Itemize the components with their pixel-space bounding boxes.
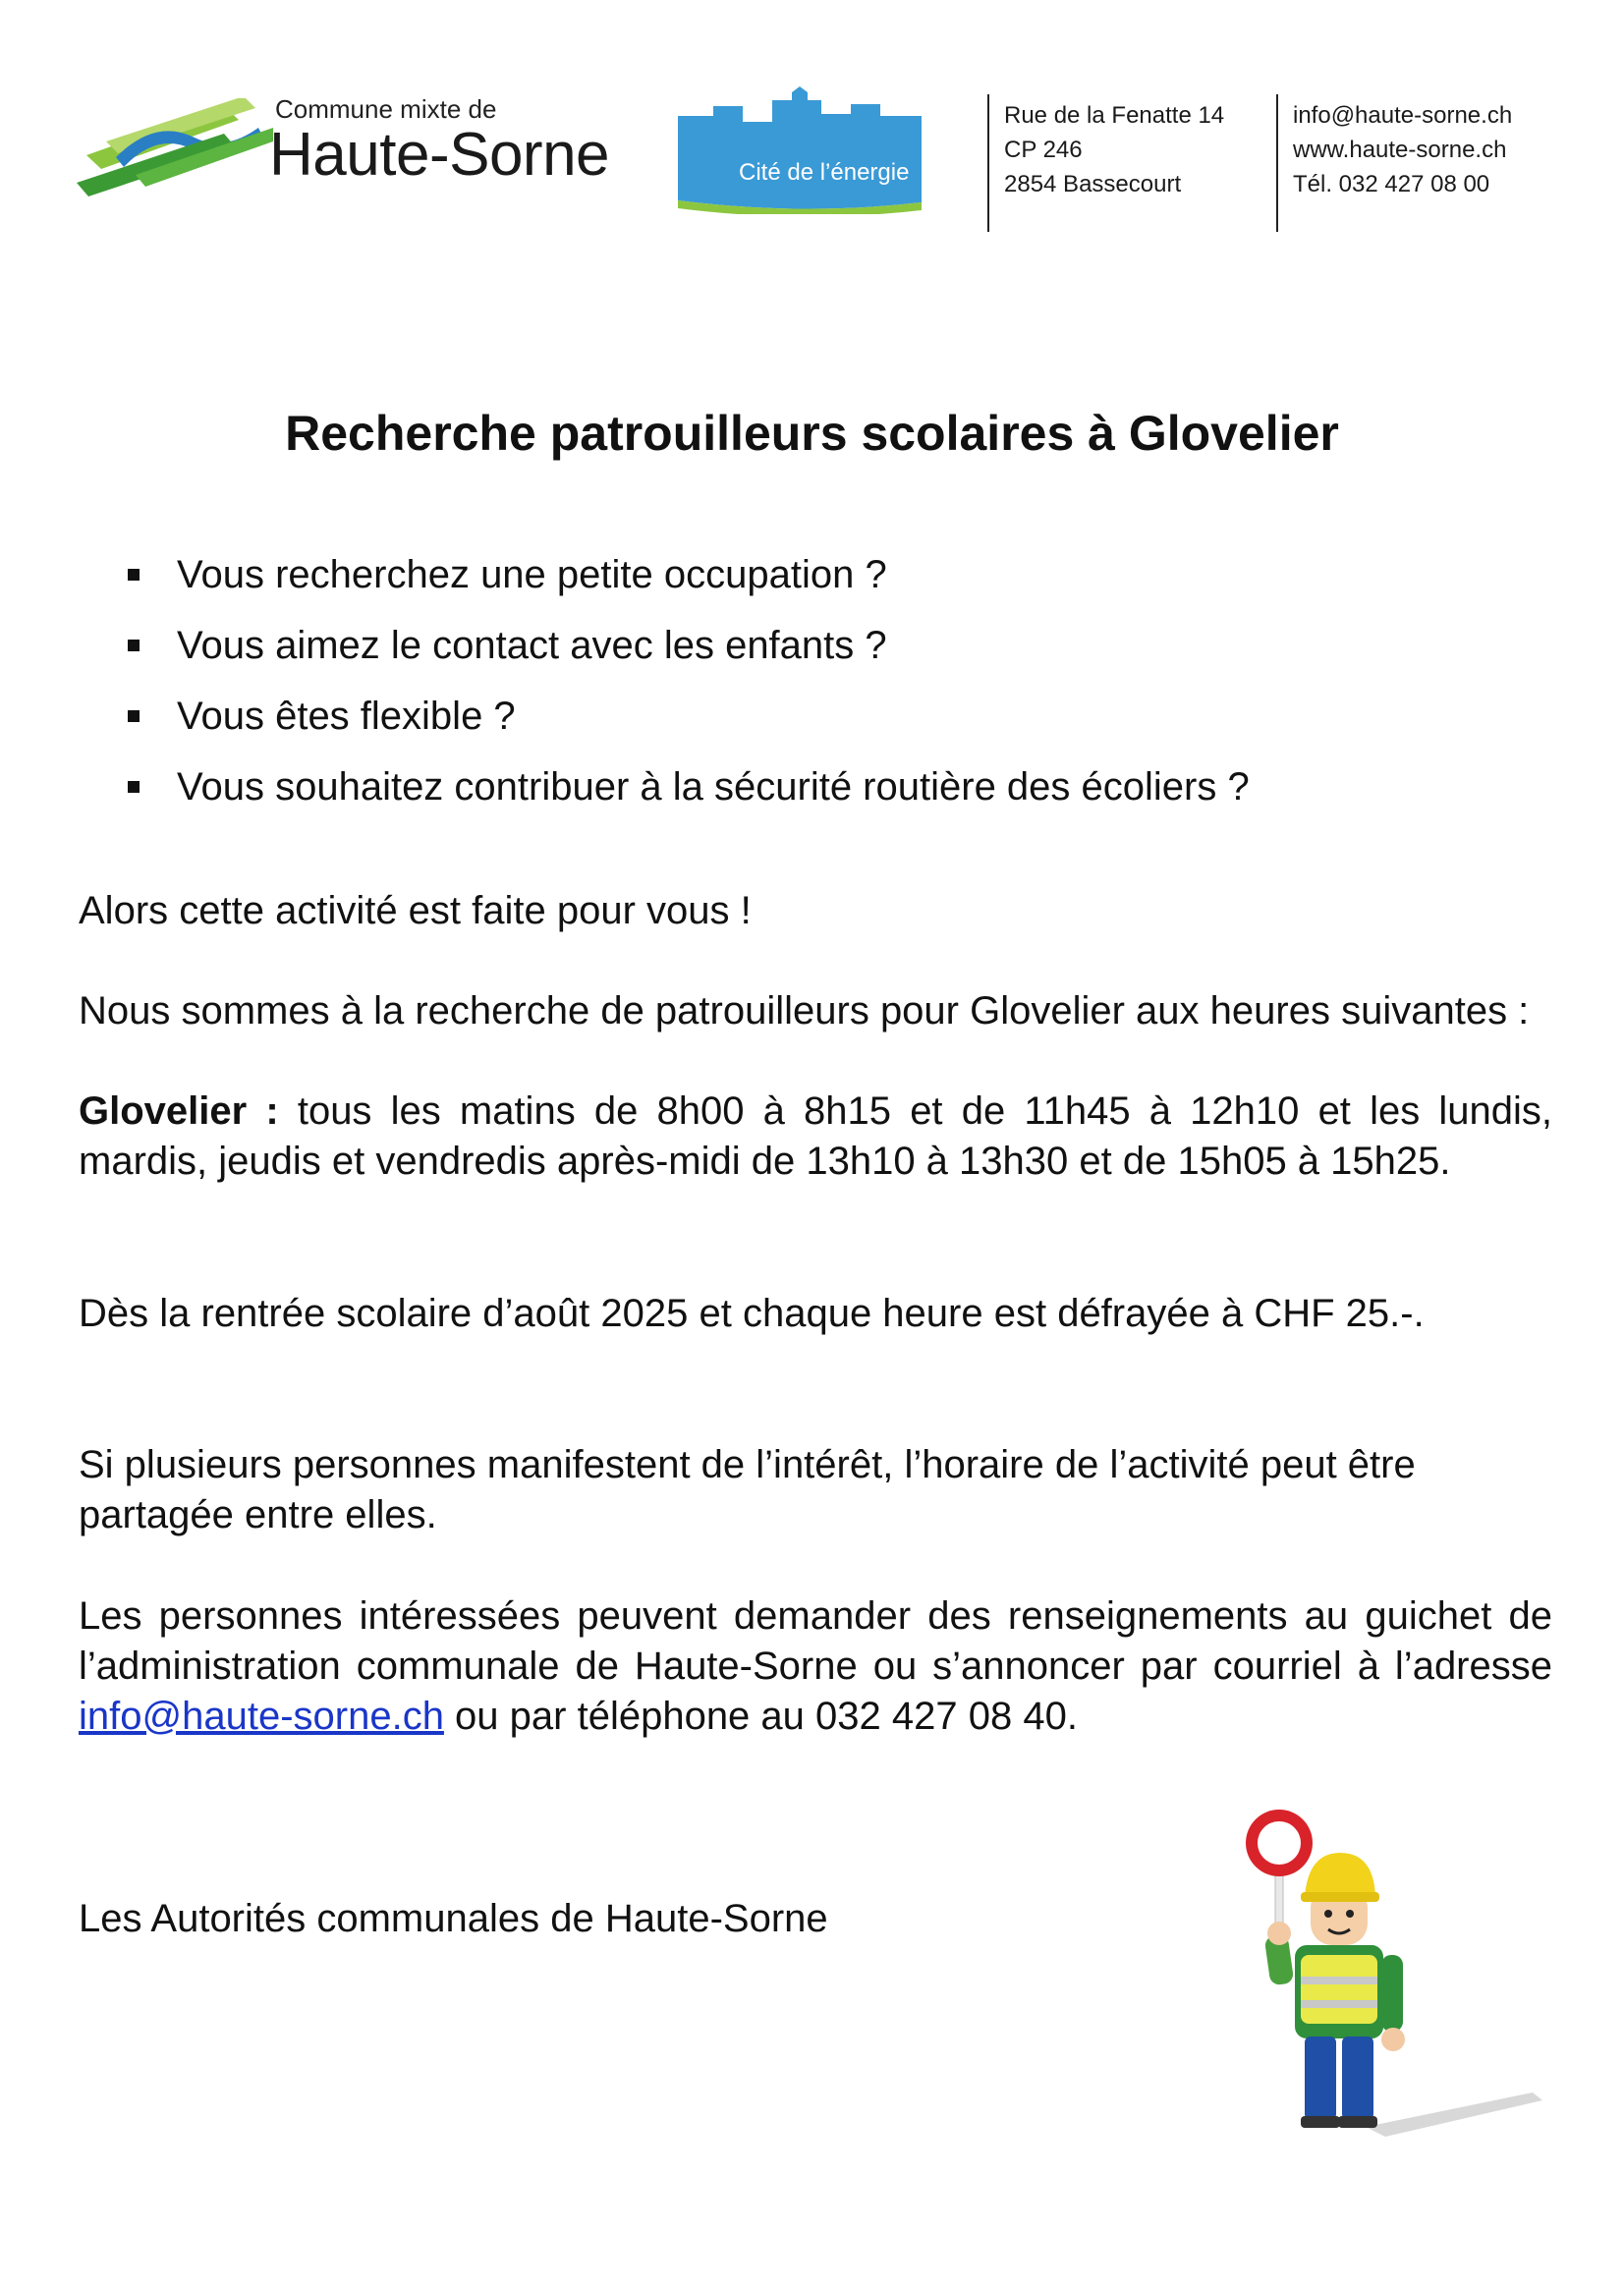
school-patrol-figure-icon bbox=[1218, 1798, 1552, 2151]
schedule-intro-paragraph: Nous sommes à la recherche de patrouilleurs pour Glovelier aux heures suivantes : bbox=[79, 989, 1530, 1032]
contact-website: www.haute-sorne.ch bbox=[1293, 137, 1507, 163]
letterhead bbox=[0, 0, 1624, 255]
contact-paragraph: Les personnes intéressées peuvent demander des renseignements au guichet de l’administration communale de Haute-Sorne ou s’annoncer par courriel à l’adresse info@haute-sorne.ch ou par téléphone au 032 427 08 40. bbox=[79, 1594, 1552, 1738]
compensation-paragraph: Dès la rentrée scolaire d’août 2025 et chaque heure est défrayée à CHF 25.-. bbox=[79, 1292, 1425, 1335]
logo-subtitle: Commune mixte de bbox=[275, 94, 497, 124]
haute-sorne-logo bbox=[77, 90, 627, 198]
list-item: Vous êtes flexible ? bbox=[128, 692, 1250, 762]
address-street: Rue de la Fenatte 14 bbox=[1004, 102, 1225, 129]
contact-phone: Tél. 032 427 08 00 bbox=[1293, 171, 1490, 197]
address-city: 2854 Bassecourt bbox=[1004, 171, 1182, 197]
list-item: Vous souhaitez contribuer à la sécurité routière des écoliers ? bbox=[128, 762, 1250, 833]
cite-energie-logo bbox=[674, 86, 925, 214]
bullet-square-icon bbox=[128, 640, 140, 651]
cite-energie-logo-icon bbox=[674, 86, 925, 214]
contact-email: info@haute-sorne.ch bbox=[1293, 102, 1513, 129]
schedule-location-label: Glovelier : bbox=[79, 1089, 279, 1133]
schedule-text: tous les matins de 8h00 à 8h15 et de 11h45 à 12h10 et les lundis, mardis, jeudis et vendredis après-midi de 13h10 à 13h30 et de 15h05 à 15h25. bbox=[79, 1089, 1552, 1183]
email-link[interactable]: info@haute-sorne.ch bbox=[79, 1695, 444, 1738]
question-list bbox=[128, 550, 1250, 833]
address-po-box: CP 246 bbox=[1004, 137, 1083, 163]
bullet-square-icon bbox=[128, 781, 140, 793]
bullet-square-icon bbox=[128, 710, 140, 722]
intro-paragraph: Alors cette activité est faite pour vous ! bbox=[79, 889, 752, 932]
header-divider bbox=[987, 94, 989, 232]
list-item: Vous aimez le contact avec les enfants ? bbox=[128, 621, 1250, 692]
logo-title: Haute-Sorne bbox=[269, 121, 610, 189]
schedule-paragraph bbox=[79, 1087, 1552, 1187]
sharing-paragraph: Si plusieurs personnes manifestent de l’intérêt, l’horaire de l’activité peut être partagée entre elles. bbox=[79, 1443, 1416, 1536]
page-title: Recherche patrouilleurs scolaires à Glovelier bbox=[285, 406, 1339, 461]
cite-energie-label: Cité de l’énergie bbox=[739, 159, 910, 186]
address-block bbox=[1004, 98, 1224, 201]
contact-block bbox=[1293, 98, 1512, 201]
header-divider bbox=[1276, 94, 1278, 232]
bullet-square-icon bbox=[128, 569, 140, 581]
school-patrol-figure-illustration bbox=[1218, 1798, 1552, 2151]
list-item: Vous recherchez une petite occupation ? bbox=[128, 550, 1250, 621]
haute-sorne-logo-icon bbox=[77, 98, 273, 196]
signature: Les Autorités communales de Haute-Sorne bbox=[79, 1897, 828, 1940]
